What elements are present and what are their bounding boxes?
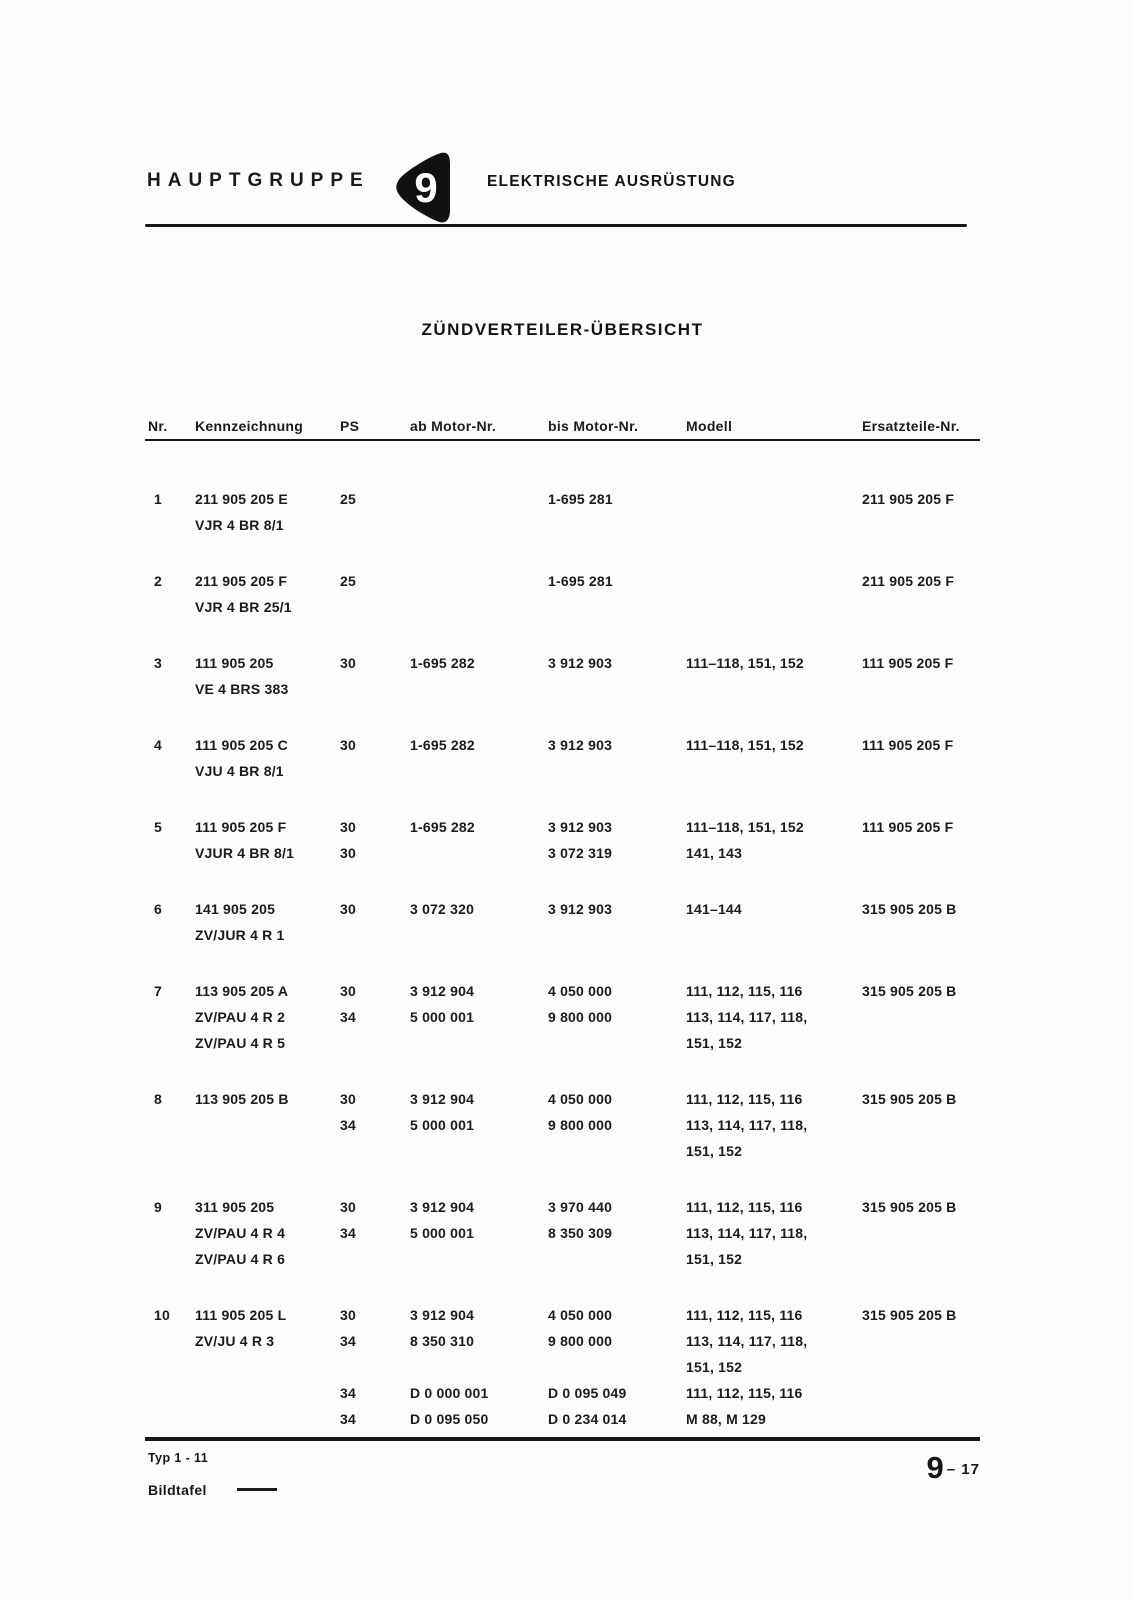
cell-bis-motor-nr [548, 568, 686, 620]
cell-line: D 0 095 049 [548, 1385, 627, 1401]
cell-ab-motor-nr [410, 1194, 548, 1272]
cell-line: 111, 112, 115, 116 [686, 1091, 803, 1107]
cell-bis-motor-nr [548, 1194, 686, 1272]
cell-kennzeichnung [195, 814, 340, 866]
cell-line: VJU 4 BR 8/1 [195, 763, 284, 779]
cell-line: 1-695 281 [548, 573, 613, 589]
cell-line: 1-695 282 [410, 737, 475, 753]
cell-line: 5 000 001 [410, 1009, 475, 1025]
cell-line: 111 905 205 F [862, 737, 954, 753]
cell-line: 4 050 000 [548, 1307, 613, 1323]
masthead-rule [145, 224, 967, 227]
cell-line: ZV/JUR 4 R 1 [195, 927, 285, 943]
cell-line: 315 905 205 B [862, 1199, 957, 1215]
cell-line: VE 4 BRS 383 [195, 681, 289, 697]
cell-line: 30 [340, 737, 356, 753]
cell-modell [686, 1302, 862, 1432]
cell-nr [148, 650, 195, 702]
cell-line: 113 905 205 A [195, 983, 289, 999]
cell-line: 141, 143 [686, 845, 743, 861]
cell-nr [148, 1086, 195, 1164]
cell-line: 211 905 205 F [862, 491, 955, 507]
page-number [145, 1450, 980, 1486]
cell-line: 111, 112, 115, 116 [686, 1307, 803, 1323]
cell-line: 3 912 903 [548, 737, 613, 753]
cell-line: 3 912 903 [548, 655, 613, 671]
cell-ps [340, 978, 410, 1056]
cell-ps [340, 650, 410, 702]
page-number-minor: – 17 [946, 1461, 980, 1478]
cell-line: 34 [340, 1385, 356, 1401]
cell-line: 3 072 319 [548, 845, 613, 861]
cell-nr [148, 732, 195, 784]
cell-line: 9 800 000 [548, 1333, 613, 1349]
cell-modell [686, 486, 862, 538]
cell-line: 30 [340, 1307, 356, 1323]
cell-ersatzteile-nr [862, 568, 980, 620]
cell-line: D 0 234 014 [548, 1411, 627, 1427]
cell-bis-motor-nr [548, 978, 686, 1056]
cell-line: 5 000 001 [410, 1225, 475, 1241]
cell-ab-motor-nr [410, 814, 548, 866]
page-title: ZÜNDVERTEILER-ÜBERSICHT [421, 320, 704, 339]
cell-ab-motor-nr [410, 978, 548, 1056]
cell-line: 141–144 [686, 901, 742, 917]
type-range-label: Typ 1 - 11 [148, 1451, 209, 1465]
cell-line: ZV/JU 4 R 3 [195, 1333, 275, 1349]
cell-nr [148, 1302, 195, 1432]
cell-line: D 0 000 001 [410, 1385, 489, 1401]
bildtafel-dash [237, 1488, 277, 1491]
cell-kennzeichnung [195, 732, 340, 784]
cell-line: 111 905 205 F [862, 819, 954, 835]
cell-line: 30 [340, 819, 356, 835]
cell-line: 111 905 205 [195, 655, 274, 671]
cell-line: 111–118, 151, 152 [686, 655, 804, 671]
cell-line: 111 905 205 C [195, 737, 288, 753]
cell-modell [686, 978, 862, 1056]
cell-kennzeichnung [195, 896, 340, 948]
cell-ps [340, 814, 410, 866]
cell-line: 113, 114, 117, 118, [686, 1117, 808, 1133]
cell-bis-motor-nr [548, 650, 686, 702]
cell-ersatzteile-nr [862, 486, 980, 538]
cell-ps [340, 486, 410, 538]
cell-bis-motor-nr [548, 732, 686, 784]
cell-line: 315 905 205 B [862, 901, 957, 917]
cell-line: VJR 4 BR 8/1 [195, 517, 284, 533]
cell-line: 9 [154, 1199, 162, 1215]
column-header: Kennzeichnung [195, 418, 304, 434]
cell-line: 30 [340, 1199, 356, 1215]
cell-line: 311 905 205 [195, 1199, 275, 1215]
cell-line [410, 486, 548, 512]
cell-line: 1-695 281 [548, 491, 613, 507]
cell-modell [686, 814, 862, 866]
cell-line: 1 [154, 491, 162, 507]
cell-ab-motor-nr [410, 486, 548, 538]
cell-kennzeichnung [195, 978, 340, 1056]
cell-line: ZV/PAU 4 R 2 [195, 1009, 286, 1025]
cell-modell [686, 896, 862, 948]
table-bottom-rule [145, 1437, 980, 1441]
table-row [148, 1086, 980, 1164]
cell-line: 34 [340, 1333, 356, 1349]
cell-line: 25 [340, 491, 356, 507]
table-row [148, 1194, 980, 1272]
cell-line [548, 1354, 686, 1380]
table-row [148, 486, 980, 538]
cell-line: 111, 112, 115, 116 [686, 1385, 803, 1401]
cell-ps [340, 1086, 410, 1164]
cell-line: 34 [340, 1117, 356, 1133]
cell-nr [148, 814, 195, 866]
main-group-label: HAUPTGRUPPE [147, 170, 370, 191]
cell-line: 30 [340, 901, 356, 917]
cell-line: 3 [154, 655, 162, 671]
cell-nr [148, 978, 195, 1056]
cell-line [410, 568, 548, 594]
cell-line: 315 905 205 B [862, 1091, 957, 1107]
cell-line: 8 350 309 [548, 1225, 613, 1241]
badge-shape-icon [391, 148, 455, 228]
cell-bis-motor-nr [548, 896, 686, 948]
cell-nr [148, 486, 195, 538]
cell-line [410, 1354, 548, 1380]
cell-bis-motor-nr [548, 486, 686, 538]
cell-line: 211 905 205 E [195, 491, 288, 507]
cell-ps [340, 732, 410, 784]
cell-ersatzteile-nr [862, 1194, 980, 1272]
cell-line: 6 [154, 901, 162, 917]
distributor-table-body [148, 486, 980, 1462]
cell-line: VJR 4 BR 25/1 [195, 599, 292, 615]
column-header: bis Motor-Nr. [548, 418, 639, 434]
table-header-row [148, 418, 980, 434]
cell-line [686, 568, 862, 594]
cell-ersatzteile-nr [862, 814, 980, 866]
cell-line: 3 912 904 [410, 1199, 475, 1215]
group-number: 9 [414, 164, 438, 211]
cell-line: 113, 114, 117, 118, [686, 1333, 808, 1349]
cell-line: 34 [340, 1009, 356, 1025]
cell-line: 3 912 904 [410, 983, 475, 999]
cell-line: 1-695 282 [410, 655, 475, 671]
cell-ersatzteile-nr [862, 650, 980, 702]
cell-ps [340, 1302, 410, 1432]
table-row [148, 814, 980, 866]
cell-line: 30 [340, 655, 356, 671]
cell-line: 111, 112, 115, 116 [686, 983, 803, 999]
cell-nr [148, 1194, 195, 1272]
cell-line: 111–118, 151, 152 [686, 819, 804, 835]
cell-nr [148, 896, 195, 948]
cell-line: 4 050 000 [548, 1091, 613, 1107]
cell-line: 3 912 904 [410, 1091, 475, 1107]
cell-ersatzteile-nr [862, 732, 980, 784]
cell-ersatzteile-nr [862, 1302, 980, 1432]
masthead [145, 148, 980, 230]
cell-line [340, 1354, 410, 1380]
cell-kennzeichnung [195, 486, 340, 538]
cell-line: 4 050 000 [548, 983, 613, 999]
cell-line: 151, 152 [686, 1143, 743, 1159]
cell-line: 30 [340, 845, 356, 861]
cell-line: ZV/PAU 4 R 5 [195, 1035, 286, 1051]
table-row [148, 568, 980, 620]
table-header-rule [145, 439, 980, 441]
cell-line: 4 [154, 737, 162, 753]
table-row [148, 732, 980, 784]
cell-line: 151, 152 [686, 1035, 743, 1051]
cell-kennzeichnung [195, 1194, 340, 1272]
group-number-badge [391, 148, 455, 228]
cell-bis-motor-nr [548, 1302, 686, 1432]
cell-line: 315 905 205 B [862, 983, 957, 999]
cell-ab-motor-nr [410, 568, 548, 620]
cell-ersatzteile-nr [862, 896, 980, 948]
cell-line: D 0 095 050 [410, 1411, 489, 1427]
cell-line: 151, 152 [686, 1359, 743, 1375]
cell-modell [686, 568, 862, 620]
column-header: Nr. [148, 418, 168, 434]
cell-line: 111 905 205 L [195, 1307, 287, 1323]
cell-kennzeichnung [195, 1302, 340, 1432]
cell-line: 2 [154, 573, 162, 589]
cell-ab-motor-nr [410, 896, 548, 948]
cell-line: 211 905 205 F [195, 573, 288, 589]
cell-line: 25 [340, 573, 356, 589]
cell-nr [148, 568, 195, 620]
cell-kennzeichnung [195, 568, 340, 620]
cell-line: 8 [154, 1091, 162, 1107]
cell-line: 111 905 205 F [195, 819, 287, 835]
cell-line: 113, 114, 117, 118, [686, 1225, 808, 1241]
cell-line: VJUR 4 BR 8/1 [195, 845, 295, 861]
cell-line: 151, 152 [686, 1251, 743, 1267]
cell-ab-motor-nr [410, 650, 548, 702]
cell-line: 315 905 205 B [862, 1307, 957, 1323]
table-row [148, 650, 980, 702]
cell-ps [340, 896, 410, 948]
cell-ps [340, 1194, 410, 1272]
cell-line: 111–118, 151, 152 [686, 737, 804, 753]
cell-line: 111 905 205 F [862, 655, 954, 671]
column-header: Ersatzteile-Nr. [862, 418, 960, 434]
cell-line: 3 912 904 [410, 1307, 475, 1323]
bildtafel-label: Bildtafel [148, 1482, 207, 1498]
cell-line: 5 000 001 [410, 1117, 475, 1133]
cell-ab-motor-nr [410, 732, 548, 784]
cell-ersatzteile-nr [862, 1086, 980, 1164]
cell-modell [686, 1086, 862, 1164]
cell-modell [686, 650, 862, 702]
section-title: ELEKTRISCHE AUSRÜSTUNG [487, 173, 736, 190]
cell-line: 8 350 310 [410, 1333, 475, 1349]
cell-line: 34 [340, 1225, 356, 1241]
cell-line: 30 [340, 1091, 356, 1107]
cell-ab-motor-nr [410, 1302, 548, 1432]
cell-ps [340, 568, 410, 620]
cell-line: 111, 112, 115, 116 [686, 1199, 803, 1215]
cell-line: ZV/PAU 4 R 6 [195, 1251, 286, 1267]
cell-kennzeichnung [195, 1086, 340, 1164]
page-number-major: 9 [926, 1450, 944, 1485]
cell-line: 3 072 320 [410, 901, 475, 917]
cell-modell [686, 732, 862, 784]
cell-line: 3 912 903 [548, 901, 613, 917]
cell-line: 5 [154, 819, 162, 835]
cell-line: ZV/PAU 4 R 4 [195, 1225, 286, 1241]
cell-line: 7 [154, 983, 162, 999]
column-header: PS [340, 418, 360, 434]
column-header: Modell [686, 418, 733, 434]
cell-line: 113 905 205 B [195, 1091, 289, 1107]
cell-modell [686, 1194, 862, 1272]
cell-line: 3 970 440 [548, 1199, 613, 1215]
cell-line: 30 [340, 983, 356, 999]
cell-ab-motor-nr [410, 1086, 548, 1164]
cell-line: 9 800 000 [548, 1117, 613, 1133]
table-row [148, 978, 980, 1056]
cell-bis-motor-nr [548, 1086, 686, 1164]
cell-bis-motor-nr [548, 814, 686, 866]
cell-line: 1-695 282 [410, 819, 475, 835]
column-header: ab Motor-Nr. [410, 418, 497, 434]
cell-line: 141 905 205 [195, 901, 276, 917]
cell-line: 113, 114, 117, 118, [686, 1009, 808, 1025]
cell-ersatzteile-nr [862, 978, 980, 1056]
table-row [148, 896, 980, 948]
cell-line: 3 912 903 [548, 819, 613, 835]
table-row [148, 1302, 980, 1432]
cell-kennzeichnung [195, 650, 340, 702]
cell-line: 34 [340, 1411, 356, 1427]
cell-line: 211 905 205 F [862, 573, 955, 589]
cell-line: M 88, M 129 [686, 1411, 767, 1427]
cell-line: 9 800 000 [548, 1009, 613, 1025]
cell-line [686, 486, 862, 512]
cell-line: 10 [154, 1307, 170, 1323]
